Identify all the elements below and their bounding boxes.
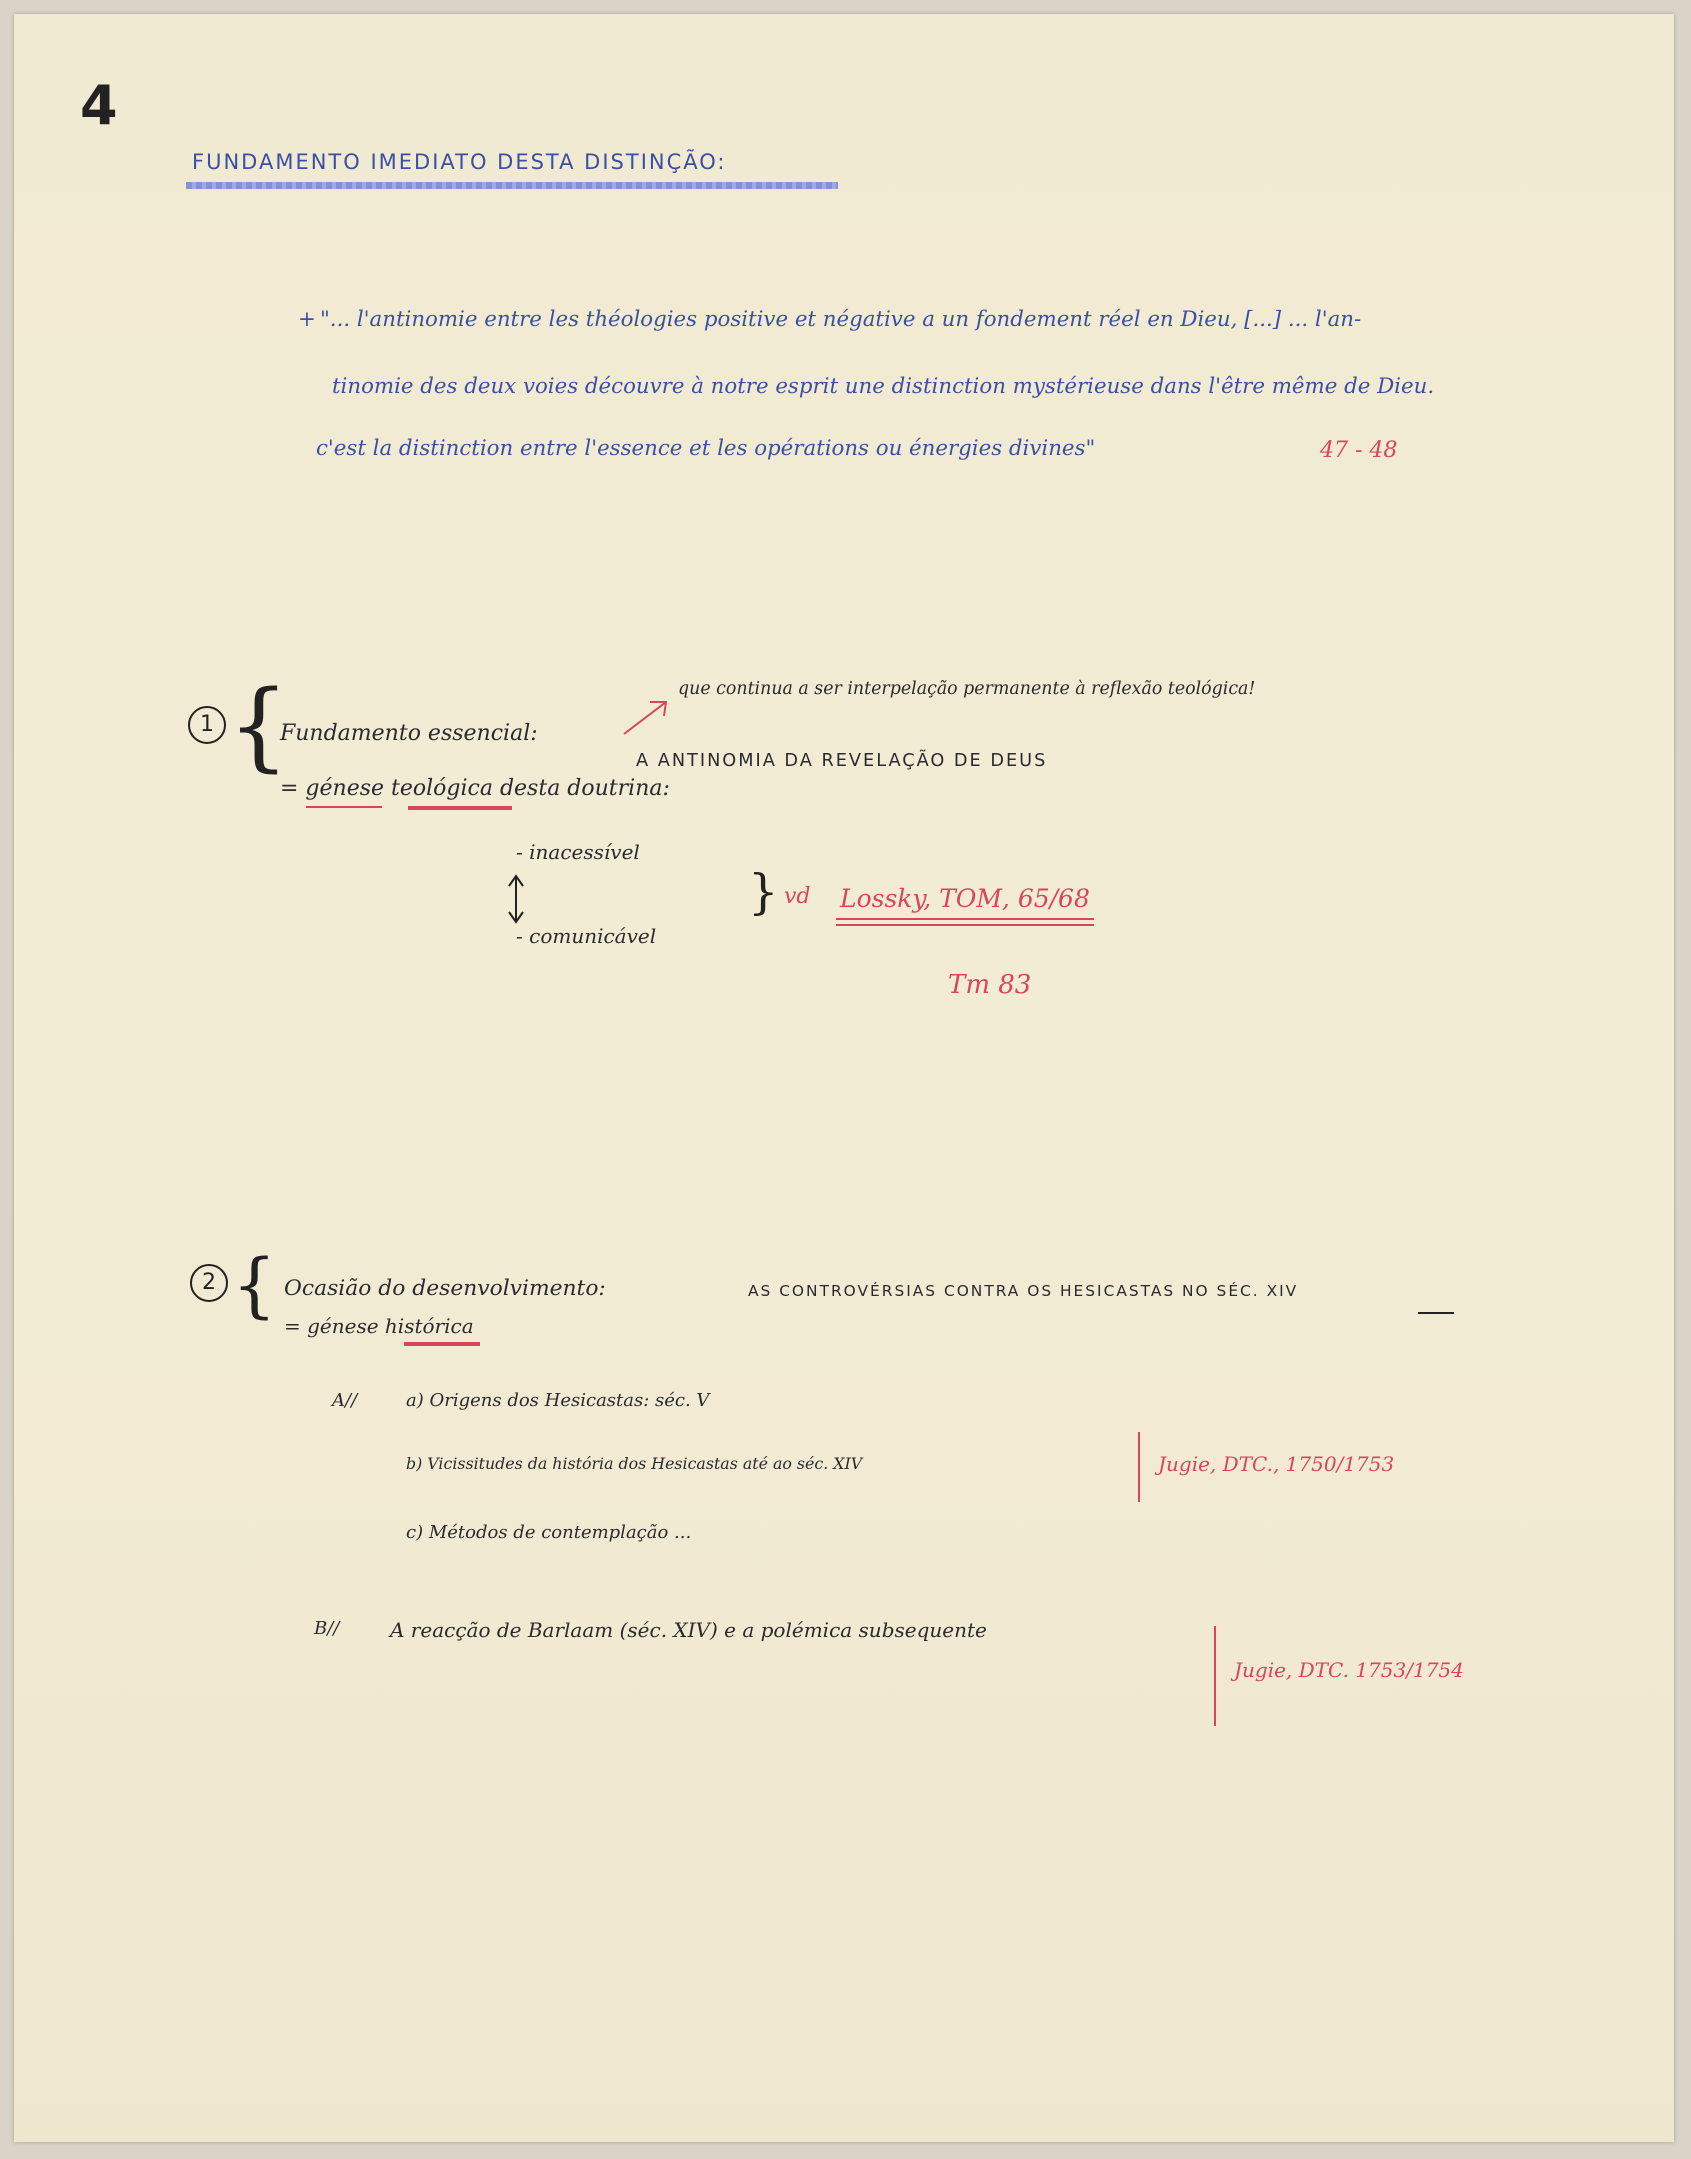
controversies-caps: AS CONTROVÉRSIAS CONTRA OS HESICASTAS NO SÉC. XIV bbox=[748, 1282, 1299, 1300]
page-heading: FUNDAMENTO IMEDIATO DESTA DISTINÇÃO: bbox=[192, 150, 727, 174]
underline-red bbox=[306, 806, 382, 808]
page-number-mark: 4 bbox=[80, 74, 118, 137]
quote-line: c'est la distinction entre l'essence et les opérations ou énergies divines" bbox=[316, 436, 1096, 461]
section-brace: { bbox=[232, 1244, 277, 1326]
historical-genesis: = génese histórica bbox=[284, 1314, 474, 1338]
underline-red bbox=[836, 918, 1094, 920]
antinomy-caps: A ANTINOMIA DA REVELAÇÃO DE DEUS bbox=[636, 751, 1048, 771]
annotation-arrow bbox=[620, 694, 674, 738]
reference-bar bbox=[1138, 1432, 1140, 1502]
ref-tom: Tm 83 bbox=[948, 970, 1032, 1000]
quote-page-ref: 47 - 48 bbox=[1320, 438, 1398, 463]
item-barlaam: A reacção de Barlaam (séc. XIV) e a polémica subsequente bbox=[390, 1618, 987, 1642]
group-b-label: B// bbox=[314, 1618, 340, 1639]
underline-red bbox=[836, 924, 1094, 926]
ref-lossky: Lossky, TOM, 65/68 bbox=[840, 884, 1090, 913]
double-arrow bbox=[504, 872, 528, 926]
item-b-vicissitudes: b) Vicissitudes da história dos Hesicastas até ao séc. XIV bbox=[406, 1454, 863, 1473]
occasion-development: Ocasião do desenvolvimento: bbox=[284, 1276, 606, 1301]
essential-foundation: Fundamento essencial: bbox=[280, 721, 538, 746]
quote-line: tinomie des deux voies découvre à notre esprit une distinction mystérieuse dans l'être même de Dieu. bbox=[332, 374, 1435, 399]
item-a-origins: a) Origens dos Hesicastas: séc. V bbox=[406, 1390, 710, 1411]
margin-annotation: que continua a ser interpelação permanente à reflexão teológica! bbox=[678, 679, 1256, 699]
quote-marker: + bbox=[298, 307, 316, 332]
manuscript-page bbox=[14, 14, 1674, 2142]
reference-bar bbox=[1214, 1626, 1216, 1726]
item-inaccessible: - inacessível bbox=[516, 840, 640, 864]
quote-line: "... l'antinomie entre les théologies positive et négative a un fondement réel en Dieu, [...] ... l'an- bbox=[320, 307, 1362, 332]
underline-red bbox=[404, 1342, 480, 1346]
ref-jugie-a: Jugie, DTC., 1750/1753 bbox=[1158, 1452, 1395, 1476]
item-c-methods: c) Métodos de contemplação ... bbox=[406, 1522, 692, 1543]
item-communicable: - comunicável bbox=[516, 924, 657, 948]
ref-vd: vd bbox=[784, 884, 811, 909]
ref-jugie-b: Jugie, DTC. 1753/1754 bbox=[1234, 1658, 1464, 1682]
group-a-label: A// bbox=[332, 1390, 358, 1411]
underline-red bbox=[408, 806, 512, 810]
theological-genesis: = génese teológica desta doutrina: bbox=[280, 776, 670, 801]
reference-brace: } bbox=[748, 864, 779, 920]
underline-black bbox=[1418, 1312, 1454, 1314]
heading-underline bbox=[186, 182, 838, 189]
section-brace: { bbox=[228, 670, 290, 782]
section-number: 1 bbox=[188, 706, 226, 744]
section-number: 2 bbox=[190, 1264, 228, 1302]
